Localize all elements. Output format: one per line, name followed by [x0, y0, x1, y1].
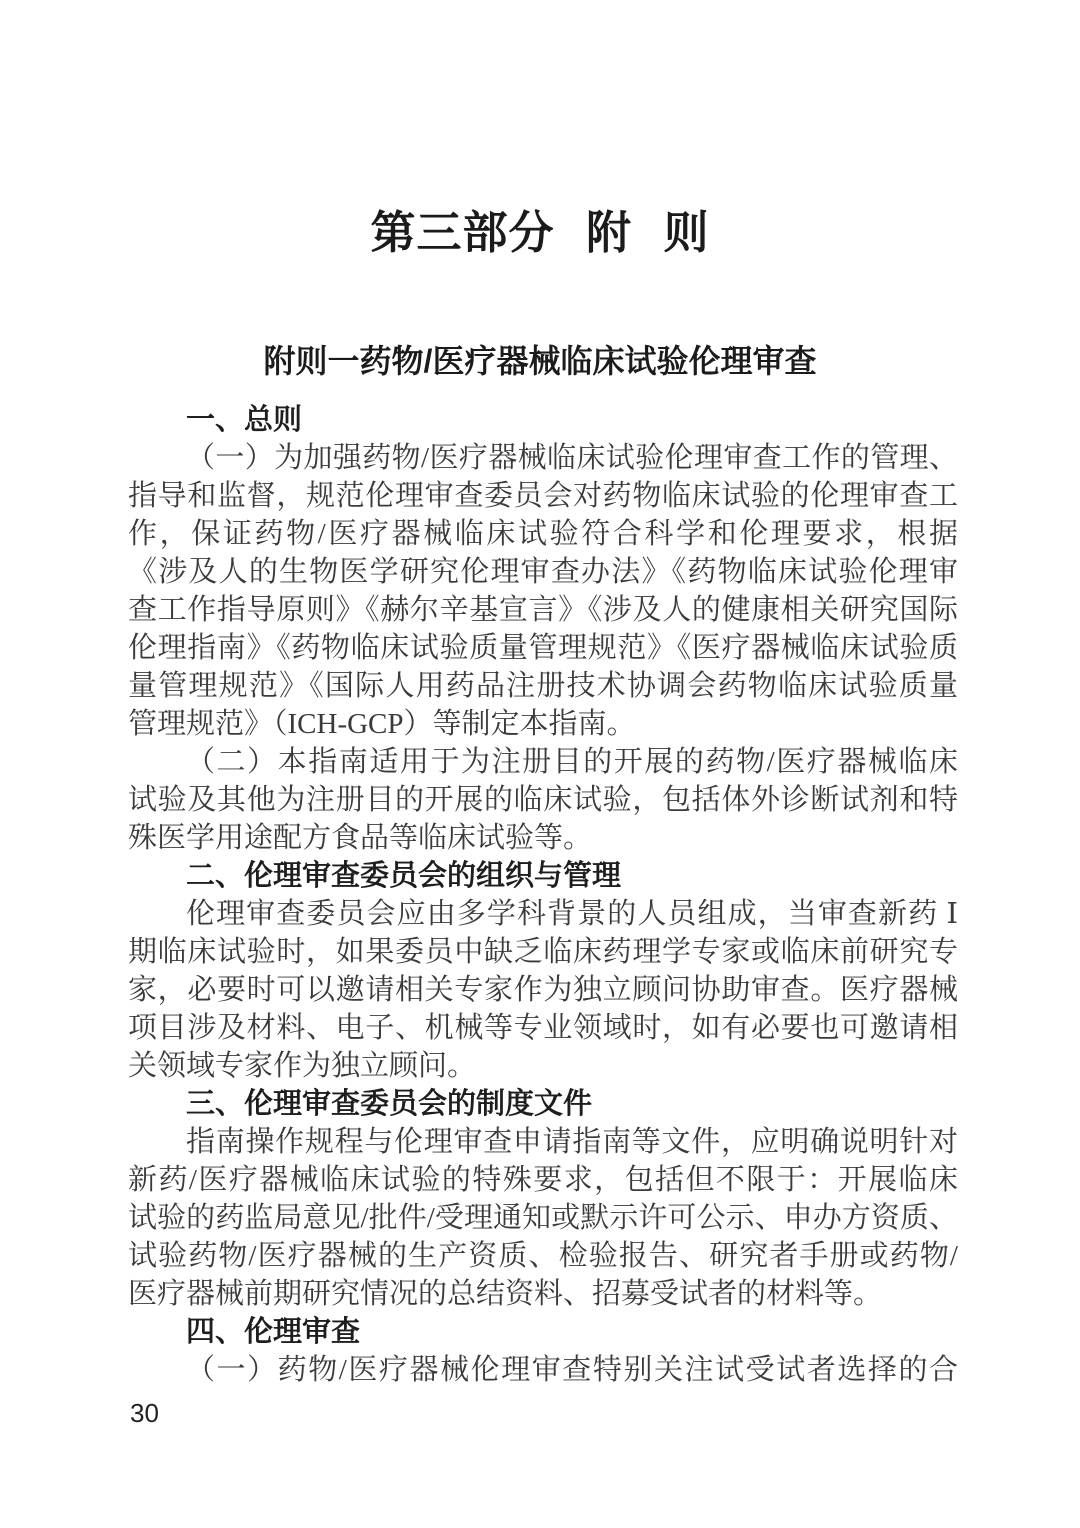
page-number: 30: [130, 1398, 159, 1428]
document-body: [128, 401, 958, 1389]
section-heading: 一、总则: [186, 404, 303, 436]
paragraph-line: 家，必要时可以邀请相关专家作为独立顾问协助审查。医疗器械: [128, 974, 958, 1006]
paragraph-line: 管理规范》（ICH-GCP）等制定本指南。: [128, 708, 636, 740]
paragraph-line: 试验及其他为注册目的开展的临床试验，包括体外诊断试剂和特: [128, 784, 958, 816]
paragraph-line: 医疗器械前期研究情况的总结资料、招募受试者的材料等。: [128, 1278, 883, 1310]
paragraph-line: 关领域专家作为独立顾问。: [128, 1050, 477, 1082]
paragraph-line: 查工作指导原则》《赫尔辛基宣言》《涉及人的健康相关研究国际: [128, 594, 958, 626]
page-subtitle: 附则一药物/医疗器械临床试验伦理审查: [263, 343, 817, 379]
paragraph-line: 指导和监督，规范伦理审查委员会对药物临床试验的伦理审查工: [128, 480, 958, 512]
paragraph-line: 项目涉及材料、电子、机械等专业领域时，如有必要也可邀请相: [128, 1012, 958, 1044]
paragraph-line: 新药/医疗器械临床试验的特殊要求，包括但不限于：开展临床: [128, 1164, 958, 1196]
paragraph-line: 殊医学用途配方食品等临床试验等。: [128, 822, 593, 854]
paragraph-line: 期临床试验时，如果委员中缺乏临床药理学专家或临床前研究专: [128, 936, 958, 968]
section-heading: 二、伦理审查委员会的组织与管理: [186, 860, 622, 892]
paragraph-line: （二）本指南适用于为注册目的开展的药物/医疗器械临床: [186, 746, 958, 778]
paragraph-line: 作，保证药物/医疗器械临床试验符合科学和伦理要求，根据: [128, 518, 958, 550]
paragraph-line: 伦理审查委员会应由多学科背景的人员组成，当审查新药 Ⅰ: [186, 898, 958, 930]
paragraph-line: 指南操作规程与伦理审查申请指南等文件，应明确说明针对: [186, 1126, 958, 1158]
paragraph-line: 《涉及人的生物医学研究伦理审查办法》《药物临床试验伦理审: [128, 556, 958, 588]
page-title: 第三部分 附 则: [370, 207, 710, 258]
paragraph-line: 伦理指南》《药物临床试验质量管理规范》《医疗器械临床试验质: [128, 632, 958, 664]
section-heading: 三、伦理审查委员会的制度文件: [186, 1088, 593, 1120]
section-heading: 四、伦理审查: [186, 1316, 361, 1348]
paragraph-line: 量管理规范》《国际人用药品注册技术协调会药物临床试验质量: [128, 670, 958, 702]
paragraph-line: 试验药物/医疗器械的生产资质、检验报告、研究者手册或药物/: [128, 1240, 958, 1272]
paragraph-line: 试验的药监局意见/批件/受理通知或默示许可公示、申办方资质、: [128, 1202, 958, 1234]
paragraph-line: （一）为加强药物/医疗器械临床试验伦理审查工作的管理、: [186, 442, 958, 474]
paragraph-line: （一）药物/医疗器械伦理审查特别关注试受试者选择的合: [186, 1354, 958, 1386]
